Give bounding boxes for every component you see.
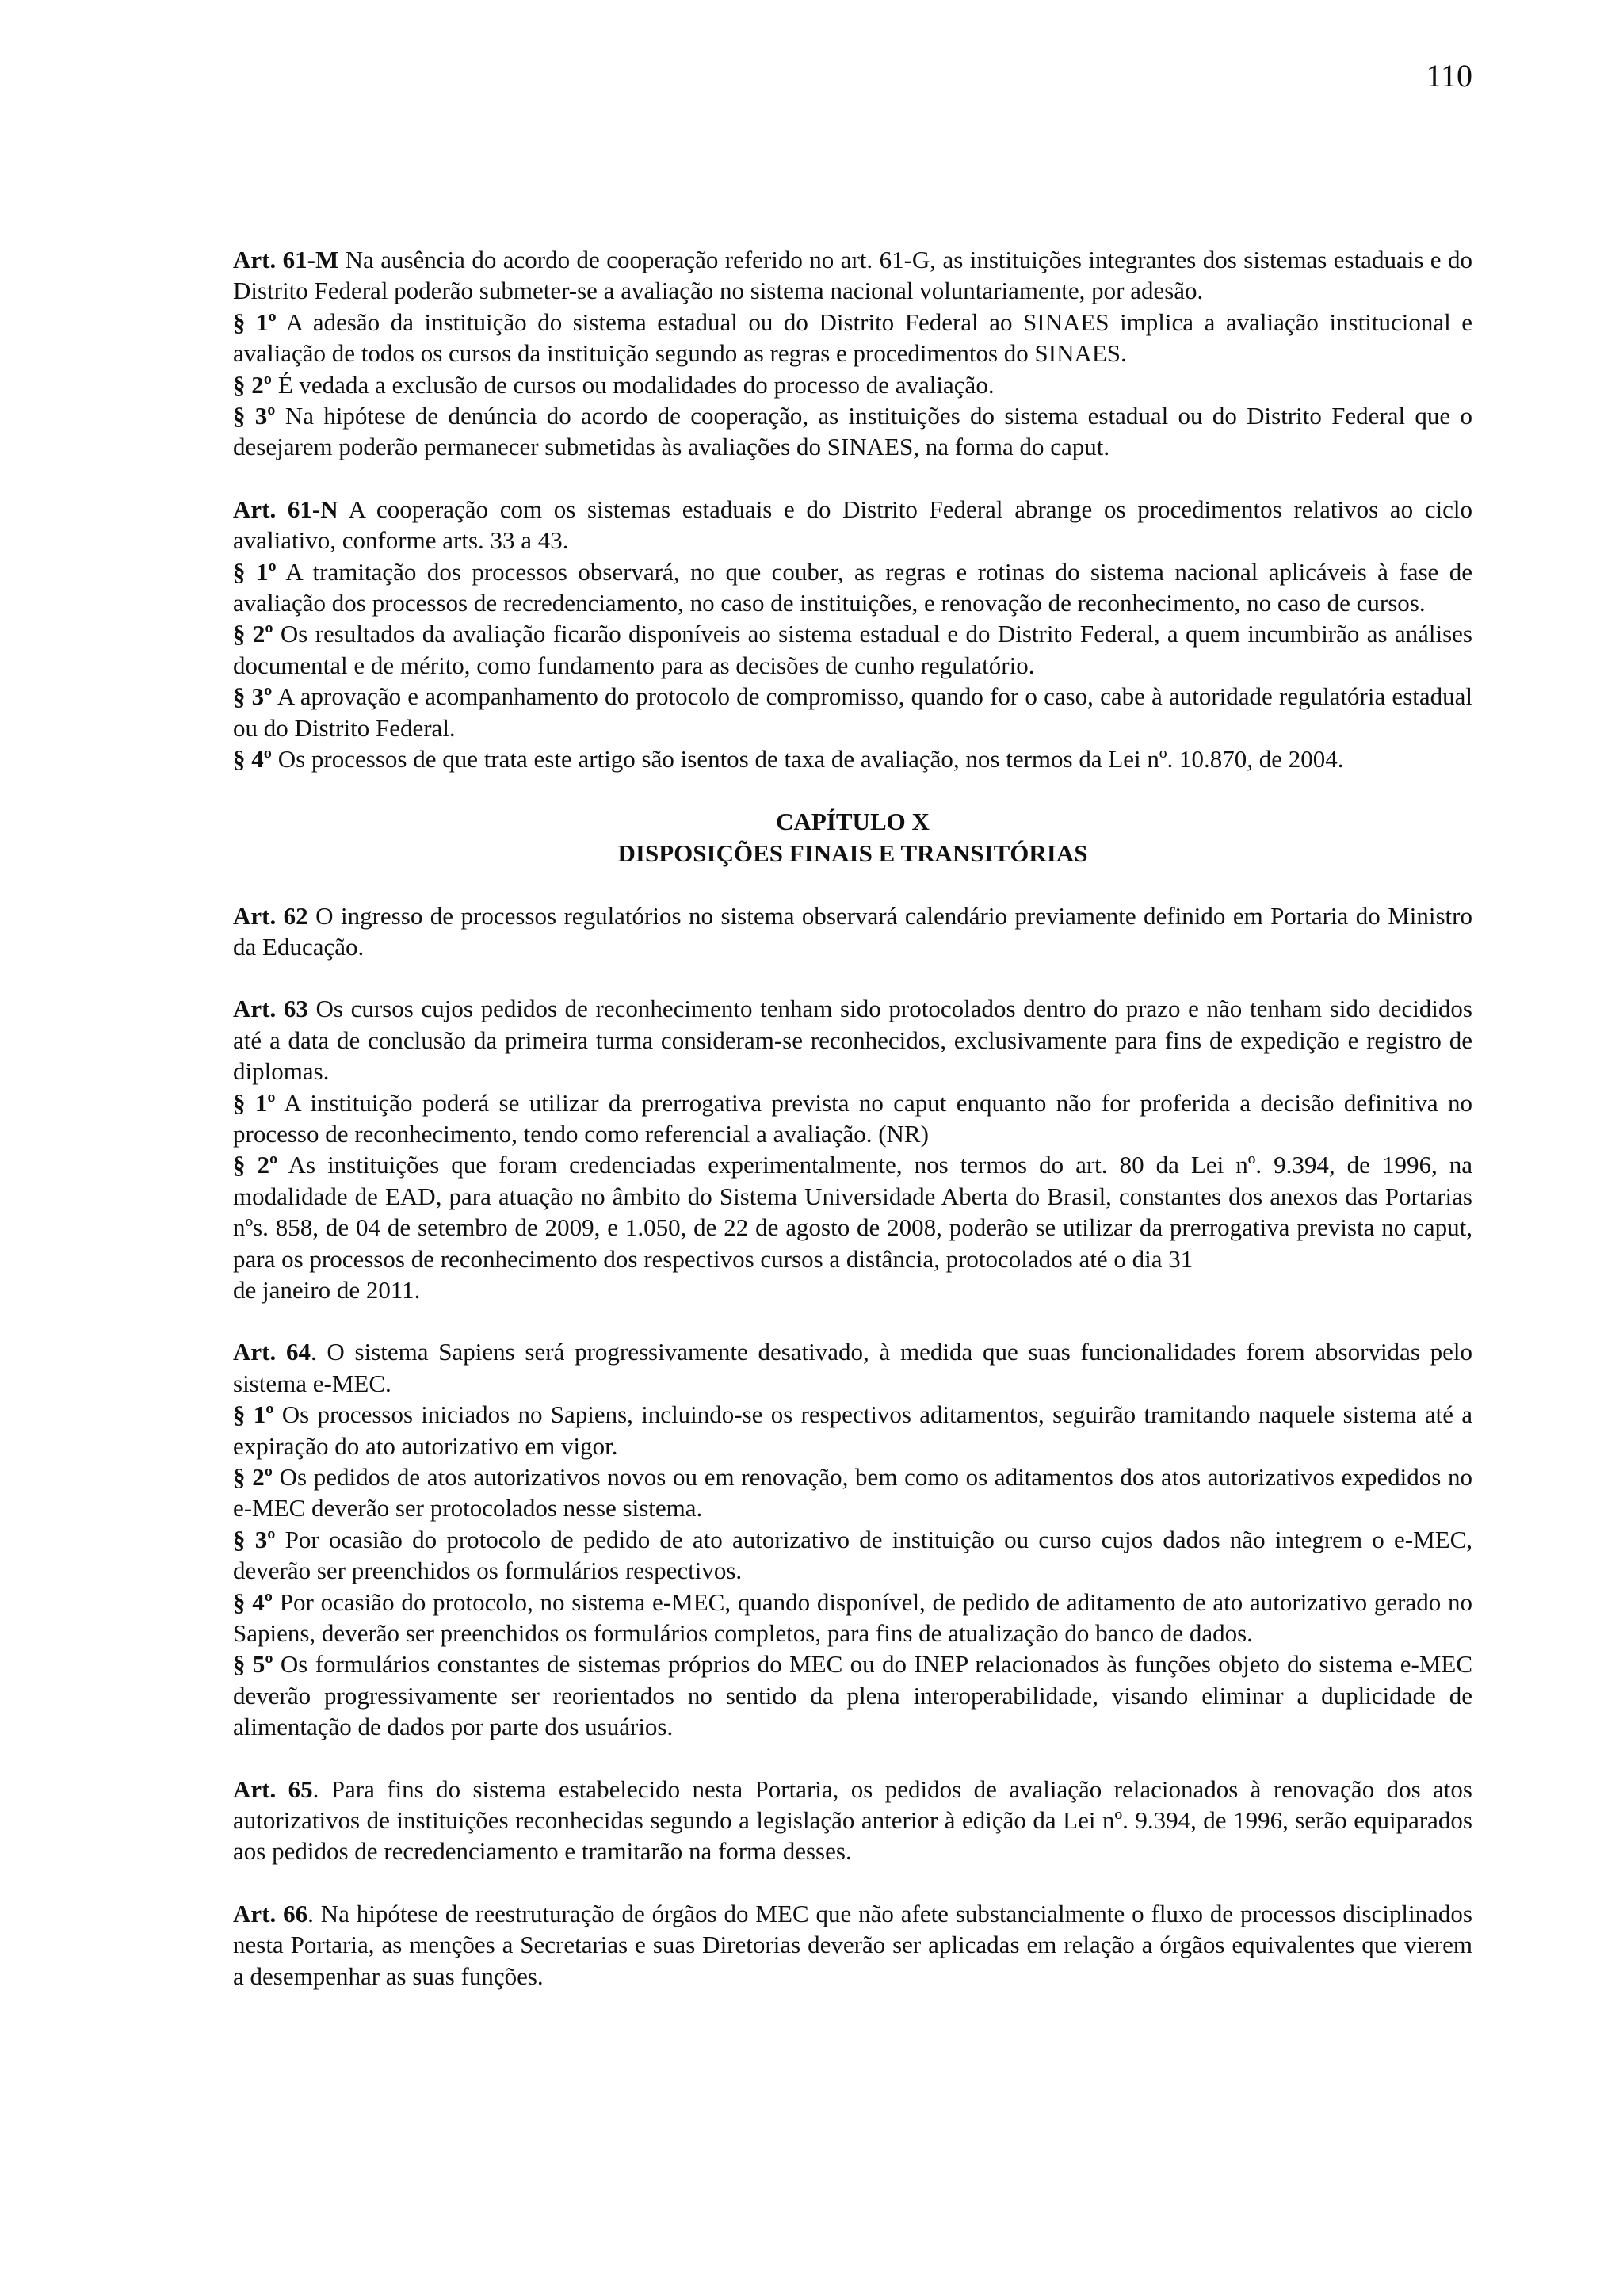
paragraph-text: de janeiro de 2011. [233,1275,421,1304]
paragraph-label: § 2º [233,1463,273,1491]
document-body [233,244,1472,1992]
paragraph-text: Na ausência do acordo de cooperação referido no art. 61-G, as instituições integrantes dos sistemas estaduais e do Distrito Federal poderão submeter-se a avaliação no sistema nacional voluntariamente, por adesão. [233,246,1472,305]
paragraph-label: Art. 65 [233,1775,313,1803]
paragraph-label: § 3º [233,1525,276,1553]
paragraph-text: Os pedidos de atos autorizativos novos ou em renovação, bem como os aditamentos dos atos autorizativos expedidos no e-MEC deverão ser protocolados nesse sistema. [233,1463,1472,1522]
paragraph-label: Art. 63 [233,995,308,1023]
paragraph-text: A instituição poderá se utilizar da prerrogativa prevista no caput enquanto não for proferida a decisão definitiva no processo de reconhecimento, tendo como referencial a avaliação. (NR) [233,1088,1472,1148]
paragraph-label: § 5º [233,1650,273,1679]
clause-paragraph [233,1648,1472,1742]
article-paragraph [233,244,1472,307]
spacer [233,775,1472,806]
paragraph-text: . O sistema Sapiens será progressivamente desativado, à medida que suas funcionalidades forem absorvidas pelo sistema e-MEC. [233,1338,1472,1397]
paragraph-text: Os processos de que trata este artigo são isentos de taxa de avaliação, nos termos da Lei nº. 10.870, de 2004. [271,745,1344,774]
paragraph-text: . Na hipótese de reestruturação de órgãos do MEC que não afete substancialmente o fluxo de processos disciplinados nesta Portaria, as menções a Secretarias e suas Diretorias deverão ser aplicadas em relação a órgãos equivalentes que vierem a desempenhar as suas funções. [233,1899,1472,1990]
paragraph-text: A tramitação dos processos observará, no que couber, as regras e rotinas do sistema nacional aplicáveis à fase de avaliação dos processos de recredenciamento, no caso de instituições, e renovação de reconhecimento, no caso de cursos. [233,557,1472,617]
paragraph-text: O ingresso de processos regulatórios no sistema observará calendário previamente definido em Portaria do Ministro da Educação. [233,901,1472,961]
clause-paragraph [233,743,1472,774]
clause-paragraph [233,1149,1472,1274]
clause-paragraph [233,1587,1472,1649]
paragraph-label: Art. 61-M [233,246,339,273]
paragraph-text: Os resultados da avaliação ficarão disponíveis ao sistema estadual e do Distrito Federal, a quem incumbirão as análises documental e de mérito, como fundamento para as decisões de cunho regulatório. [233,620,1473,679]
clause-paragraph [233,1399,1472,1461]
paragraph-text: Por ocasião do protocolo de pedido de ato autorizativo de instituição ou curso cujos dados não integrem o e-MEC, deverão ser preenchidos os formulários respectivos. [233,1525,1472,1585]
article-paragraph [233,494,1472,556]
paragraph-label: § 3º [233,682,273,711]
paragraph-text: Os cursos cujos pedidos de reconhecimento tenham sido protocolados dentro do prazo e não tenham sido decididos até a data de conclusão da primeira turma consideram-se reconhecidos, exclusivamente para fins de expedição e registro de diplomas. [233,995,1472,1086]
page-number: 110 [1426,58,1472,94]
clause-paragraph [233,618,1472,681]
chapter-title: DISPOSIÇÕES FINAIS E TRANSITÓRIAS [617,839,1088,867]
paragraph-text: Por ocasião do protocolo, no sistema e-MEC, quando disponível, de pedido de aditamento de ato autorizativo gerado no Sapiens, deverão ser preenchidos os formulários completos, para fins de atualização do banco de dados. [233,1587,1472,1648]
paragraph-label: Art. 62 [233,901,308,930]
spacer [233,962,1472,993]
paragraph-label: § 1º [233,557,277,586]
paragraph-label: § 4º [233,1587,273,1616]
clause-paragraph [233,1087,1472,1150]
paragraph-text: Os processos iniciados no Sapiens, incluindo-se os respectivos aditamentos, seguirão tramitando naquele sistema até a expiração do ato autorizativo em vigor. [233,1400,1472,1460]
paragraph-label: § 2º [233,370,272,399]
paragraph-text: A aprovação e acompanhamento do protocolo de compromisso, quando for o caso, cabe à autoridade regulatória estadual ou do Distrito Federal. [233,682,1472,742]
paragraph-label: Art. 61-N [233,495,338,523]
paragraph-label: § 2º [233,1151,278,1179]
clause-paragraph [233,400,1472,463]
spacer [233,1867,1472,1898]
paragraph-label: § 1º [233,1400,274,1429]
section-before-heading [233,244,1472,775]
paragraph-label: § 3º [233,402,276,430]
chapter-heading: CAPÍTULO X [776,807,930,835]
paragraph-text: As instituições que foram credenciadas experimentalmente, nos termos do art. 80 da Lei nº. 9.394, de 1996, na modalidade de EAD, para atuação no âmbito do Sistema Universidade Aberta do Brasil, constantes dos anexos das Portarias nºs. 858, de 04 de setembro de 2009, e 1.050, de 22 de agosto de 2008, poderão se utilizar da prerrogativa prevista no caput, para os processos de reconhecimento dos respectivos cursos a distância, protocolados até o dia 31 [233,1151,1472,1273]
paragraph-text: Os formulários constantes de sistemas próprios do MEC ou do INEP relacionados às funções objeto do sistema e-MEC deverão progressivamente ser reorientados no sentido da plena interoperabilidade, visando eliminar a duplicidade de alimentação de dados por parte dos usuários. [233,1650,1472,1741]
spacer [233,1305,1472,1336]
paragraph-label: Art. 64 [233,1338,311,1366]
spacer [233,463,1472,494]
spacer [233,1743,1472,1774]
clause-paragraph [233,1461,1472,1524]
clause-paragraph [233,681,1472,743]
paragraph-text: É vedada a exclusão de cursos ou modalidades do processo de avaliação. [271,370,995,399]
paragraph-text: A cooperação com os sistemas estaduais e do Distrito Federal abrange os procedimentos relativos ao ciclo avaliativo, conforme arts. 33 a 43. [233,495,1472,555]
paragraph-label: § 4º [233,745,272,774]
article-paragraph [233,993,1472,1087]
article-paragraph [233,1898,1472,1992]
paragraph-label: § 1º [233,308,277,336]
article-paragraph [233,900,1472,963]
article-paragraph [233,1774,1472,1867]
section-after-heading [233,900,1472,1992]
paragraph-text: Na hipótese de denúncia do acordo de cooperação, as instituições do sistema estadual ou do Distrito Federal que o desejarem poderão permanecer submetidas às avaliações do SINAES, na forma do caput. [233,402,1472,461]
article-paragraph [233,1336,1472,1399]
clause-paragraph [233,1524,1472,1587]
spacer [233,869,1472,900]
clause-paragraph [233,1274,1472,1305]
clause-paragraph [233,307,1472,369]
clause-paragraph [233,556,1472,619]
clause-paragraph [233,369,1472,400]
paragraph-text: . Para fins do sistema estabelecido nesta Portaria, os pedidos de avaliação relacionados à renovação dos atos autorizativos de instituições reconhecidas segundo a legislação anterior à edição da Lei nº. 9.394, de 1996, serão equiparados aos pedidos de recredenciamento e tramitarão na forma desses. [233,1775,1472,1866]
paragraph-label: § 1º [233,1088,276,1117]
paragraph-text: A adesão da instituição do sistema estadual ou do Distrito Federal ao SINAES implica a avaliação institucional e avaliação de todos os cursos da instituição segundo as regras e procedimentos do SINAES. [233,308,1472,368]
paragraph-label: Art. 66 [233,1899,308,1927]
paragraph-label: § 2º [233,620,273,648]
